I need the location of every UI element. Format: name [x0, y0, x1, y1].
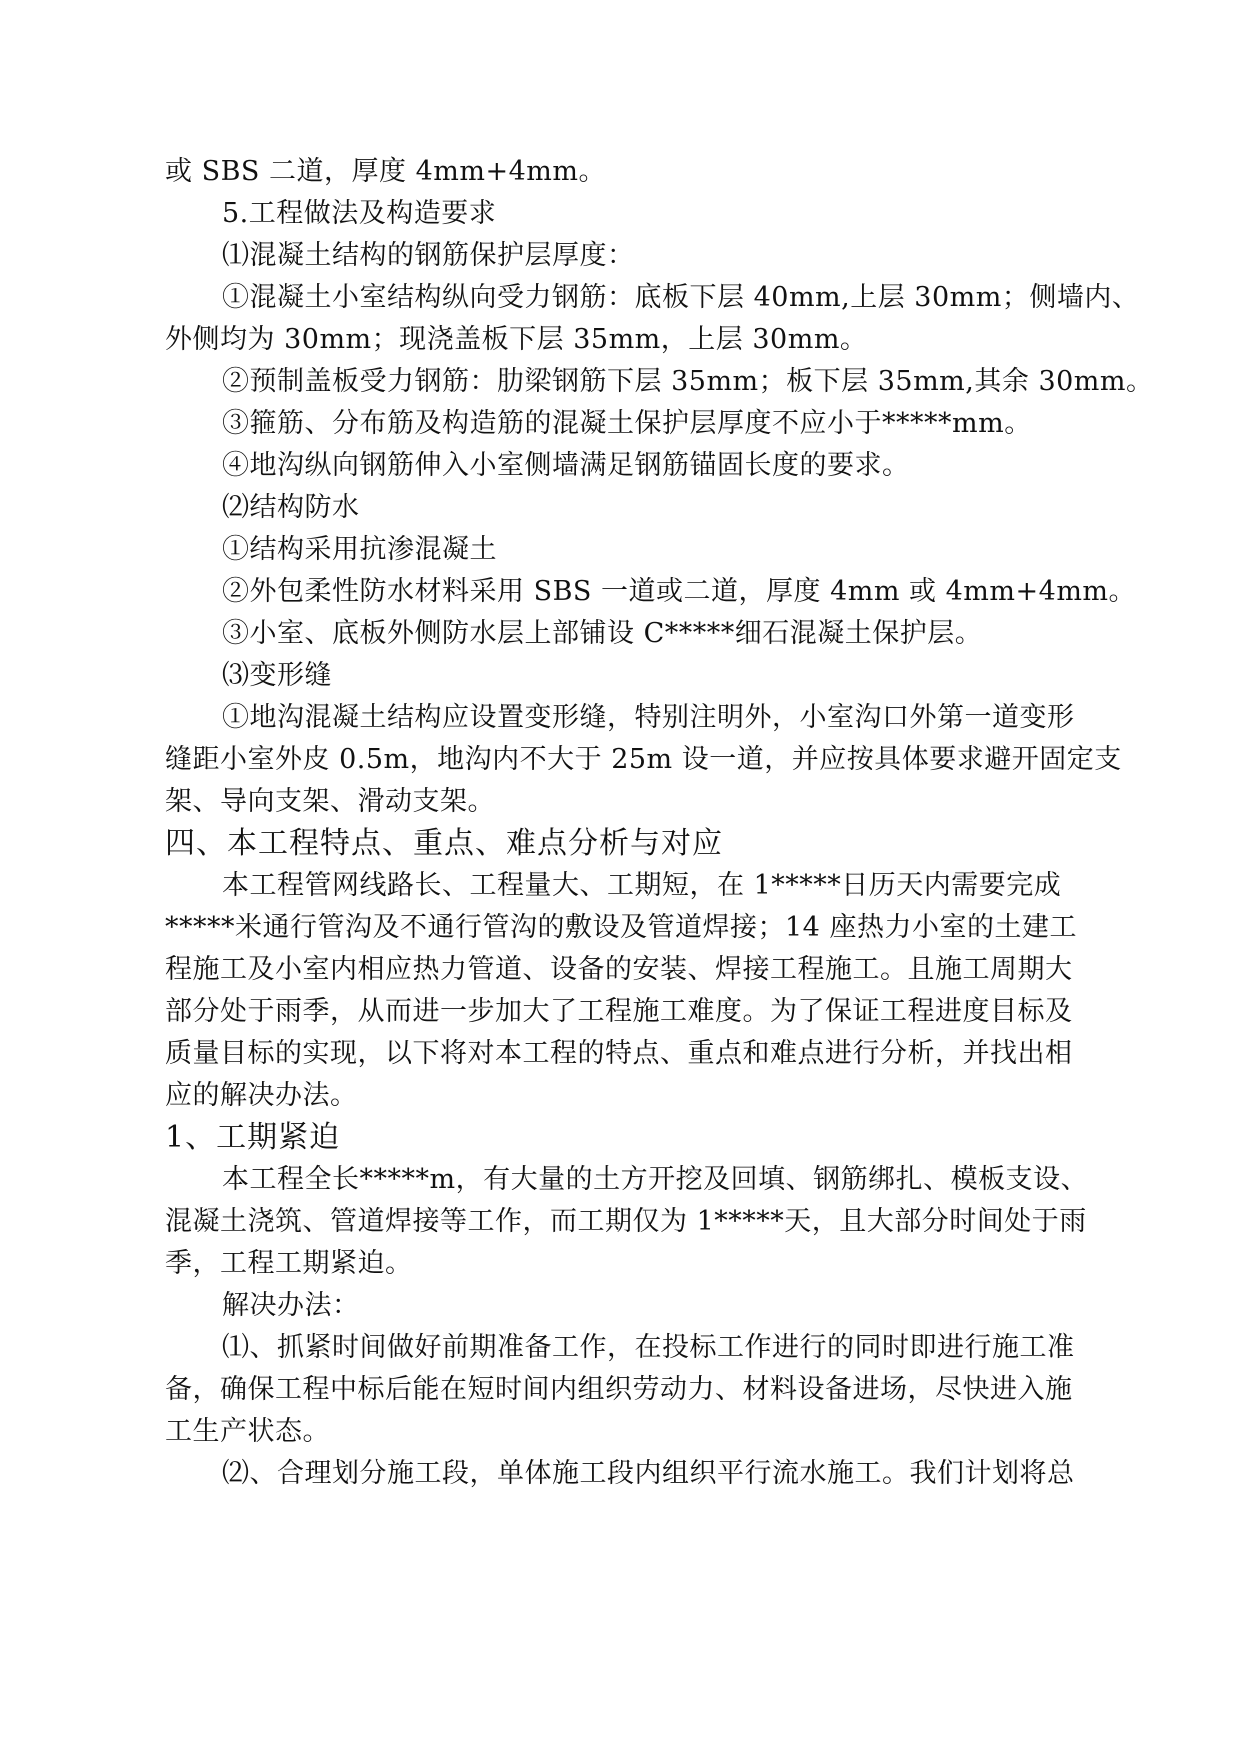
text-line: 本工程管网线路长、工程量大、工期短，在 1*****日历天内需要完成 [222, 870, 1062, 901]
text-line: 混凝土浇筑、管道焊接等工作，而工期仅为 1*****天，且大部分时间处于雨 [165, 1206, 1087, 1237]
section-heading: 5.工程做法及构造要求 [222, 198, 497, 229]
text-line: 部分处于雨季，从而进一步加大了工程施工难度。为了保证工程进度目标及 [165, 996, 1073, 1027]
text-line: ⑴、抓紧时间做好前期准备工作，在投标工作进行的同时即进行施工准 [222, 1332, 1075, 1363]
text-line: 或 SBS 二道，厚度 4mm+4mm。 [165, 156, 606, 187]
text-line: ①结构采用抗渗混凝土 [222, 534, 497, 565]
text-line: ③小室、底板外侧防水层上部铺设 C*****细石混凝土保护层。 [222, 618, 983, 649]
text-line: 备，确保工程中标后能在短时间内组织劳动力、材料设备进场，尽快进入施 [165, 1374, 1073, 1405]
text-line: ②预制盖板受力钢筋：肋梁钢筋下层 35mm；板下层 35mm,其余 30mm。 [222, 366, 1154, 397]
text-line: *****米通行管沟及不通行管沟的敷设及管道焊接；14 座热力小室的土建工 [165, 912, 1077, 943]
text-line: 工生产状态。 [165, 1416, 330, 1447]
text-line: 缝距小室外皮 0.5m，地沟内不大于 25m 设一道，并应按具体要求避开固定支 [165, 744, 1122, 775]
text-line: 质量目标的实现，以下将对本工程的特点、重点和难点进行分析，并找出相 [165, 1038, 1073, 1069]
text-line: 架、导向支架、滑动支架。 [165, 786, 495, 817]
text-line: ⑵、合理划分施工段，单体施工段内组织平行流水施工。我们计划将总 [222, 1458, 1075, 1489]
text-line: 应的解决办法。 [165, 1080, 358, 1111]
text-line: ①地沟混凝土结构应设置变形缝，特别注明外，小室沟口外第一道变形 [222, 702, 1075, 733]
text-line: 解决办法： [222, 1290, 360, 1321]
text-line: ②外包柔性防水材料采用 SBS 一道或二道，厚度 4mm 或 4mm+4mm。 [222, 576, 1137, 607]
subsection-heading: ⑶变形缝 [222, 660, 332, 691]
text-line: 季，工程工期紧迫。 [165, 1248, 413, 1279]
text-line: 程施工及小室内相应热力管道、设备的安装、焊接工程施工。且施工周期大 [165, 954, 1073, 985]
section-heading: 1、工期紧迫 [165, 1120, 341, 1155]
subsection-heading: ⑵结构防水 [222, 492, 360, 523]
text-line: ③箍筋、分布筋及构造筋的混凝土保护层厚度不应小于*****mm。 [222, 408, 1032, 439]
chapter-heading: 四、本工程特点、重点、难点分析与对应 [165, 826, 723, 861]
text-line: 外侧均为 30mm；现浇盖板下层 35mm，上层 30mm。 [165, 324, 868, 355]
text-line: 本工程全长*****m，有大量的土方开挖及回填、钢筋绑扎、模板支设、 [222, 1164, 1089, 1195]
text-line: ④地沟纵向钢筋伸入小室侧墙满足钢筋锚固长度的要求。 [222, 450, 910, 481]
subsection-heading: ⑴混凝土结构的钢筋保护层厚度： [222, 240, 635, 271]
text-line: ①混凝土小室结构纵向受力钢筋：底板下层 40mm,上层 30mm；侧墙内、 [222, 282, 1140, 313]
